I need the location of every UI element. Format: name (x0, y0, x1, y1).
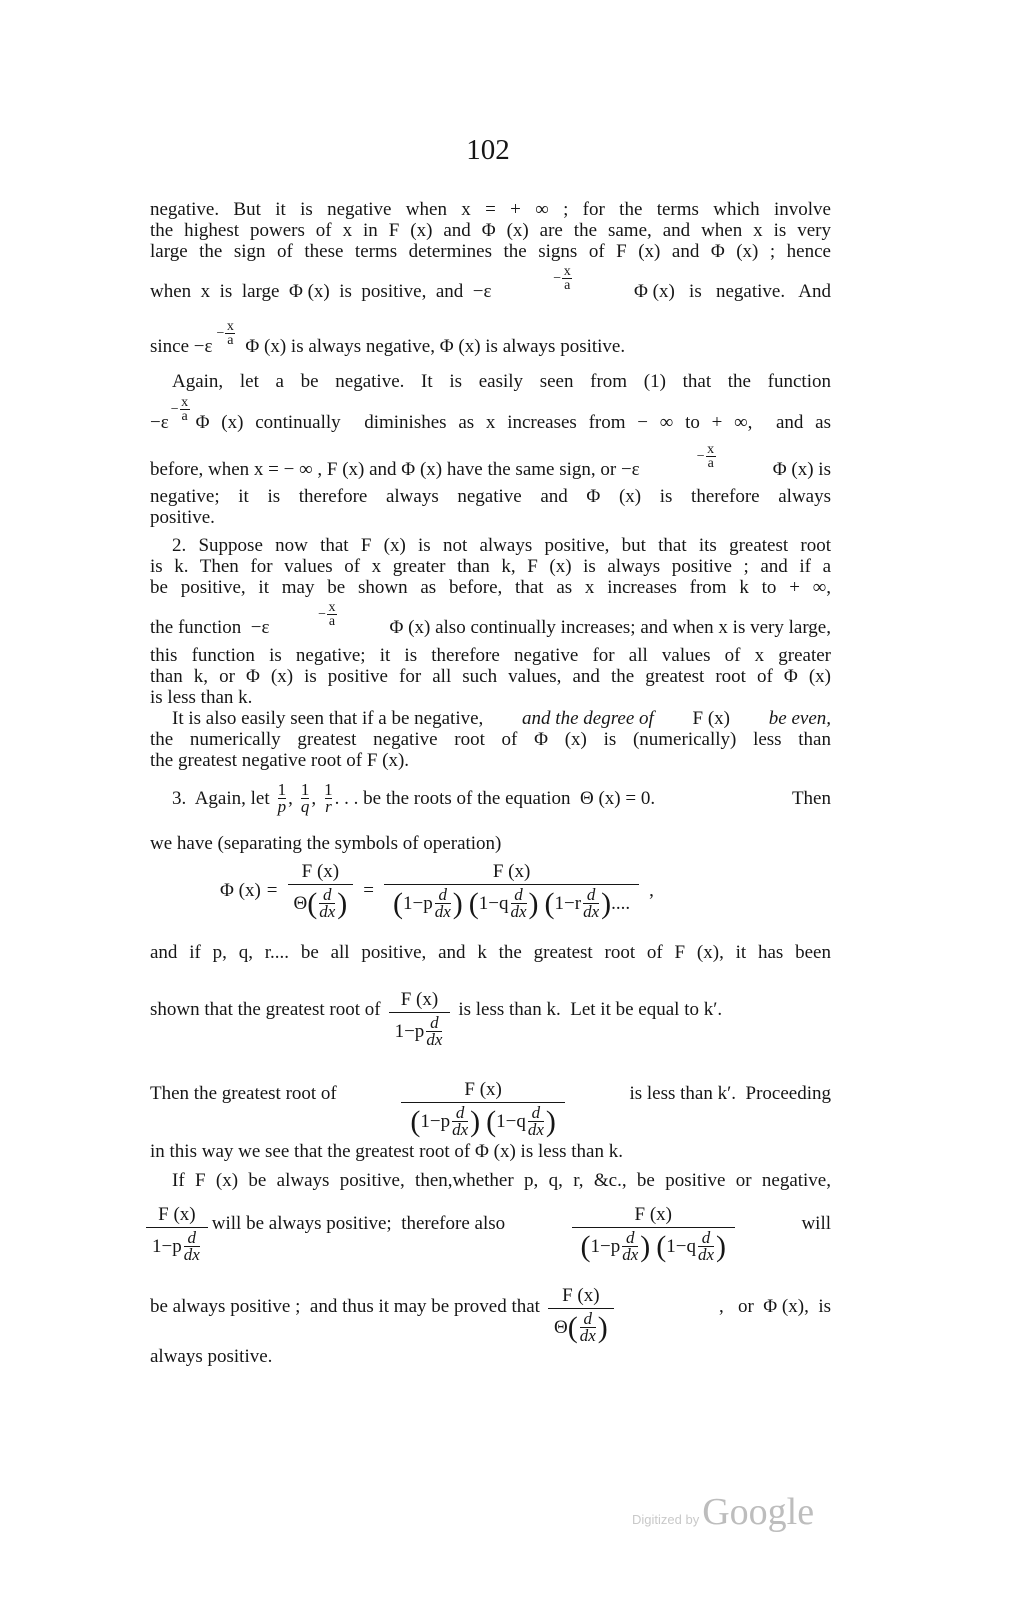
text-segment: Φ (x) continually diminishes as x increases from − ∞ to + ∞, and as (195, 411, 831, 433)
text-line-fraction (150, 1050, 831, 1138)
text-line: is k. Then for values of x greater than k, F (x) is always positive ; and if a (150, 556, 831, 577)
fraction-F-over-product: F (x) ( 1−p d dx ) ( 1−q d dx ) ( 1−r d dx ) .... (384, 862, 639, 920)
text-line-fraction (150, 1205, 831, 1263)
google-logo: Google (702, 1491, 815, 1533)
text-segment: before, when x = − ∞ , F (x) and Φ (x) have the same sign, or −ε (150, 458, 640, 480)
equals: = (363, 880, 375, 901)
fraction-F-over-theta: F (x) Θ ( d dx ) (548, 1286, 614, 1344)
text-line-fractions (172, 782, 831, 815)
text-segment: be always positive ; and thus it may be proved that (150, 1296, 540, 1317)
text-line-exponent (150, 264, 831, 305)
text-line: be positive, it may be shown as before, that as x increases from k to + ∞, (150, 577, 831, 598)
text-line-fraction (150, 1286, 831, 1344)
text-line-exponent (150, 600, 831, 641)
text-line-exponent (150, 442, 831, 483)
exponent: − x a (696, 442, 715, 471)
text-line: than k, or Φ (x) is positive for all such values, and the greatest root of Φ (x) (150, 666, 831, 687)
text-line: large the sign of these terms determines the signs of F (x) and Φ (x) ; hence (150, 241, 831, 262)
italic-segment: be even, (768, 708, 831, 729)
text-segment: Φ (x) also continually increases; and when x is very large, (389, 616, 831, 638)
text-segment: , or Φ (x), is (718, 1296, 831, 1317)
text-line: this function is negative; it is therefore negative for all values of x greater (150, 645, 831, 666)
text-segment: when x is large Φ (x) is positive, and −ε (150, 280, 492, 302)
page-number: 102 (466, 134, 510, 166)
text-line: 2. Suppose now that F (x) is not always positive, but that its greatest root (172, 535, 831, 556)
text-segment: . . . be the roots of the equation Θ (x) = 0. (334, 787, 656, 809)
display-equation (220, 862, 780, 920)
text-line: and if p, q, r.... be all positive, and k the greatest root of F (x), it has been (150, 942, 831, 963)
comma: , (649, 880, 654, 901)
text-segment: Then (791, 787, 831, 809)
exponent: − x a (170, 395, 189, 424)
text-line: positive. (150, 507, 215, 528)
text-line: we have (separating the symbols of operation) (150, 833, 502, 854)
text-line: the highest powers of x in F (x) and Φ (x) are the same, and when x is very (150, 220, 831, 241)
equals: = (266, 880, 278, 901)
fraction-F-over-theta: F (x) Θ ( d dx ) (288, 862, 354, 920)
text-segment: Φ (x) is negative. And (634, 280, 831, 302)
text-line (172, 708, 831, 730)
text-segment: will (801, 1213, 831, 1234)
text-line: in this way we see that the greatest root of Φ (x) is less than k. (150, 1141, 623, 1162)
text-segment: F (x) (692, 708, 731, 729)
fraction-F-over-two-factors: F (x) ( 1−p d dx ) ( 1−q d dx ) (572, 1205, 736, 1263)
text-line: always positive. (150, 1346, 273, 1367)
text-line: the numerically greatest negative root of Φ (x) is (numerically) less than (150, 729, 831, 750)
text-segment: Φ (x) is (772, 458, 831, 480)
digitized-by-label: Digitized by (632, 1512, 700, 1527)
text-segment: shown that the greatest root of (150, 999, 381, 1020)
text-segment: since −ε (150, 335, 213, 357)
text-line-exponent (150, 319, 831, 360)
digitized-by-google-watermark (632, 1490, 814, 1534)
text-segment: −ε (150, 411, 169, 433)
text-line: is less than k. (150, 687, 253, 708)
fraction-1-over-p: 1 p (277, 780, 287, 816)
text-segment: is less than k′. Proceeding (629, 1083, 831, 1104)
text-segment: will be always positive; therefore also (211, 1213, 506, 1234)
fraction-F-over-1-minus-p: F (x) 1−p d dx (389, 990, 451, 1048)
text-segment: Then the greatest root of (150, 1083, 337, 1104)
comma: , (311, 787, 317, 809)
text-segment: the function −ε (150, 616, 270, 638)
exponent: − x a (553, 264, 571, 293)
fraction-1-over-q: 1 q (300, 780, 310, 816)
text-line-exponent (150, 395, 831, 436)
comma: , (288, 787, 293, 809)
text-segment: Φ (x) is always negative, Φ (x) is always positive. (245, 335, 626, 357)
exponent: − x a (216, 319, 234, 348)
text-segment: is less than k. Let it be equal to k′. (458, 999, 723, 1020)
fraction-1-over-r: 1 r (324, 780, 333, 816)
phi-of-x: Φ (x) (220, 880, 261, 901)
text-segment: 3. Again, let (172, 787, 270, 809)
text-line-fraction (150, 972, 831, 1048)
text-line: the greatest negative root of F (x). (150, 750, 410, 771)
fraction-F-over-1-minus-p: F (x) 1−p d dx (146, 1205, 208, 1263)
text-line: negative. But it is negative when x = + ∞ ; for the terms which involve (150, 199, 831, 220)
fraction-F-over-two-factors: F (x) ( 1−p d dx ) ( 1−q d dx ) (401, 1080, 565, 1138)
exponent: − x a (318, 600, 336, 629)
text-line: negative; it is therefore always negative and Φ (x) is therefore always (150, 486, 831, 507)
text-line: If F (x) be always positive, then,whether p, q, r, &c., be positive or negative, (172, 1170, 831, 1191)
italic-segment: and the degree of (522, 708, 654, 729)
text-segment: It is also easily seen that if a be negative, (172, 708, 484, 729)
text-line: Again, let a be negative. It is easily seen from (1) that the function (172, 371, 831, 392)
